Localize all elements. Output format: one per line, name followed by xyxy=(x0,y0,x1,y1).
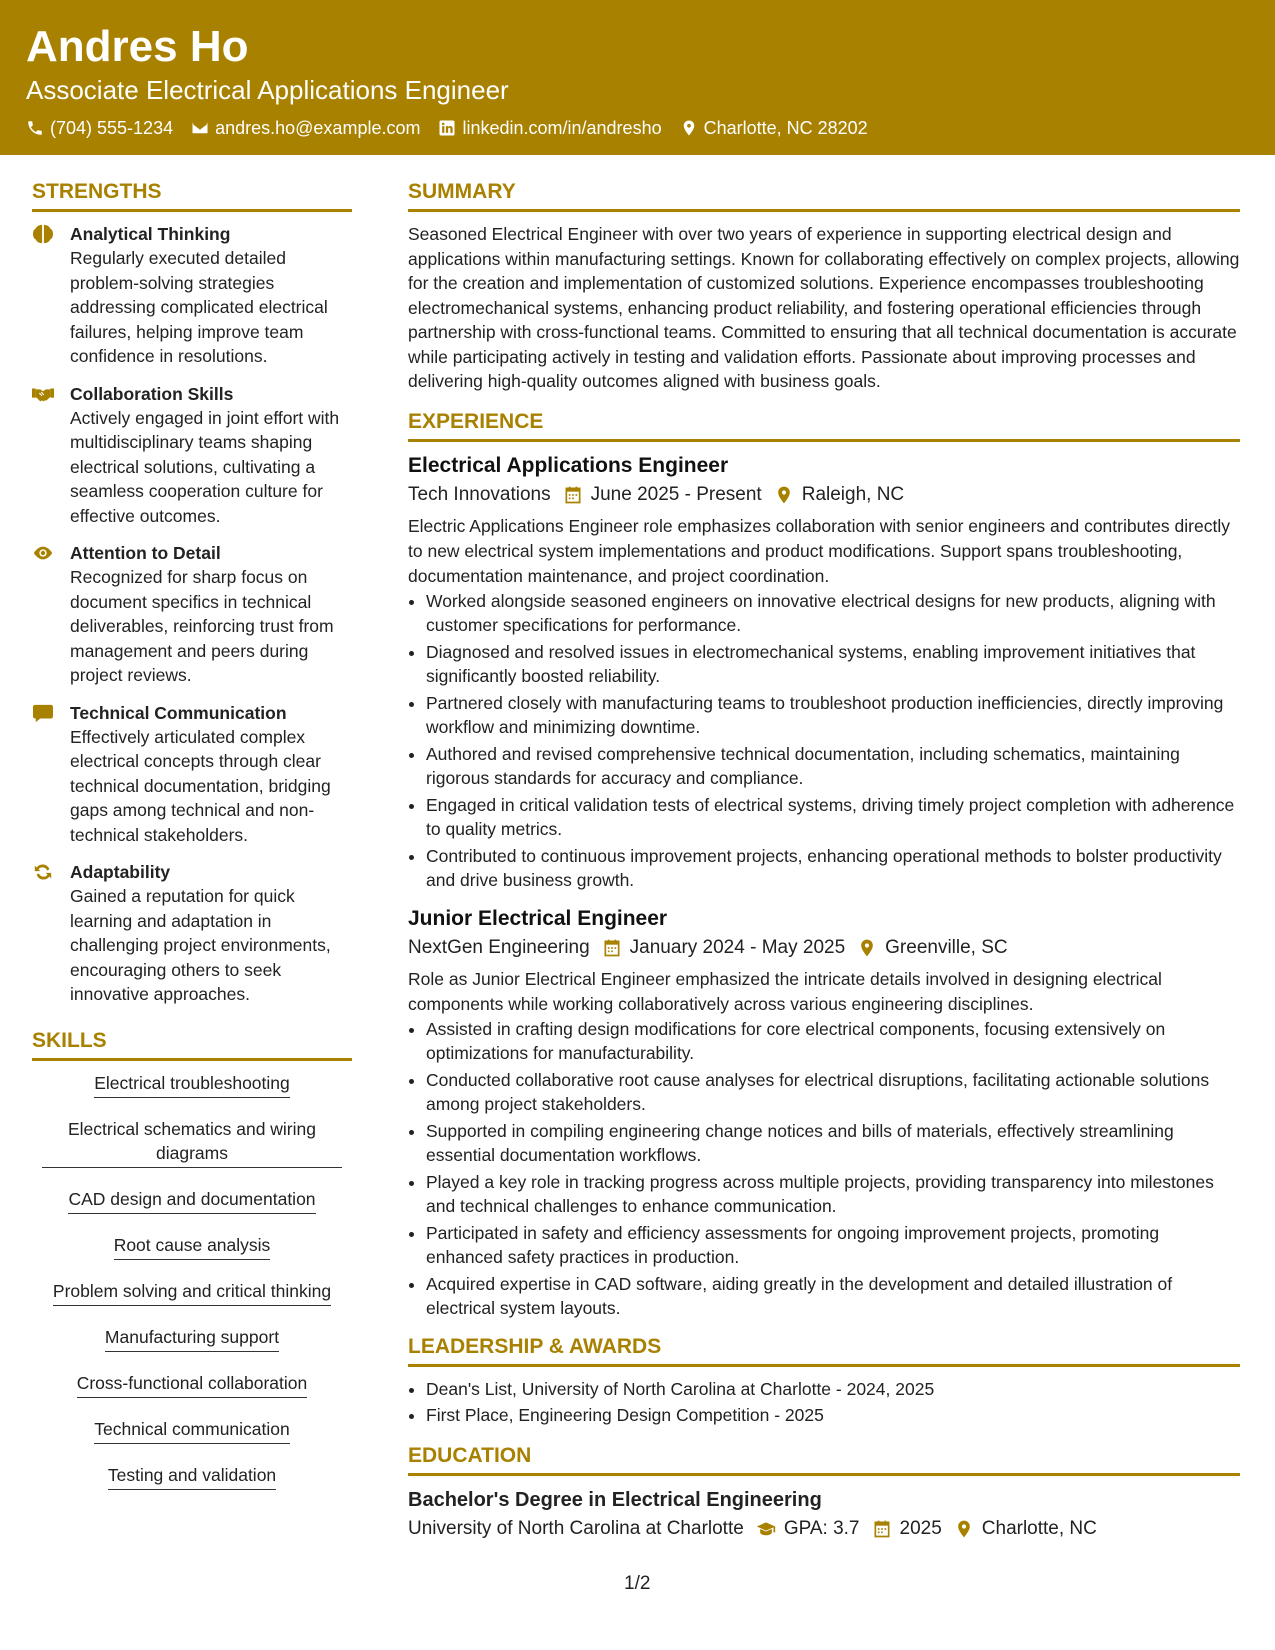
skill-item: Technical communication xyxy=(94,1417,290,1444)
job-bullet: • Participated in safety and efficiency assessments for ongoing improvement projects, promoting enhanced safety practices in production. xyxy=(426,1221,1240,1270)
award-item: • First Place, Engineering Design Competition - 2025 xyxy=(426,1403,1240,1428)
location-pin-icon xyxy=(954,1519,974,1539)
contact-location-text: Charlotte, NC 28202 xyxy=(703,118,868,138)
speech-bubble-icon xyxy=(32,703,54,723)
skill-item: Electrical troubleshooting xyxy=(94,1071,290,1098)
education-school: University of North Carolina at Charlotte xyxy=(408,1517,744,1539)
envelope-icon xyxy=(191,119,209,137)
linkedin-icon xyxy=(438,119,456,137)
phone-icon xyxy=(26,119,44,137)
education-heading: EDUCATION xyxy=(408,1442,1240,1476)
contact-row xyxy=(26,116,1249,140)
education-gpa: GPA: 3.7 xyxy=(783,1517,860,1539)
page-number: 1/2 xyxy=(624,1573,651,1594)
experience-heading: EXPERIENCE xyxy=(408,408,1240,442)
job-bullet: • Contributed to continuous improvement projects, enhancing operational methods to bolster productivity and drive business growth. xyxy=(426,844,1240,893)
skill-item: Testing and validation xyxy=(108,1463,276,1490)
brain-icon xyxy=(32,224,54,244)
job-title: Electrical Applications Engineer xyxy=(408,453,729,477)
job-entry xyxy=(408,452,1240,893)
job-bullet: • Conducted collaborative root cause analyses for electrical disruptions, facilitating actionable solutions among project stakeholders. xyxy=(426,1068,1240,1117)
job-title: Junior Electrical Engineer xyxy=(408,906,668,930)
strength-desc: Recognized for sharp focus on document specifics in technical deliverables, reinforcing trust from management and peers during project reviews. xyxy=(70,567,334,685)
job-meta xyxy=(408,933,1240,963)
job-bullets xyxy=(408,1017,1240,1321)
job-bullet: • Authored and revised comprehensive technical documentation, including schematics, maintaining rigorous standards for accuracy and compliance. xyxy=(426,742,1240,791)
awards-list xyxy=(408,1377,1240,1428)
job-bullet: • Acquired expertise in CAD software, aiding greatly in the development and detailed illustration of electrical system layouts. xyxy=(426,1272,1240,1321)
resume-header xyxy=(0,0,1275,155)
leadership-heading: LEADERSHIP & AWARDS xyxy=(408,1333,1240,1367)
right-column xyxy=(408,178,1240,1548)
skills-list xyxy=(32,1071,352,1490)
job-entry xyxy=(408,905,1240,1321)
job-dates: January 2024 - May 2025 xyxy=(629,936,846,958)
job-location: Greenville, SC xyxy=(885,936,1008,958)
award-item: • Dean's List, University of North Carolina at Charlotte - 2024, 2025 xyxy=(426,1377,1240,1402)
job-bullet: • Played a key role in tracking progress across multiple projects, providing transparency into milestones and technical challenges to enhance communication. xyxy=(426,1170,1240,1219)
calendar-icon xyxy=(563,485,583,505)
job-company: NextGen Engineering xyxy=(408,936,590,958)
skill-item: Problem solving and critical thinking xyxy=(53,1279,331,1306)
job-bullet: • Diagnosed and resolved issues in electromechanical systems, enabling improvement initiatives that significantly boosted reliability. xyxy=(426,640,1240,689)
strength-item xyxy=(32,541,352,688)
education-location: Charlotte, NC xyxy=(981,1517,1097,1539)
job-location: Raleigh, NC xyxy=(801,483,905,505)
summary-heading: SUMMARY xyxy=(408,178,1240,212)
strength-item xyxy=(32,860,352,1007)
skill-item: Cross-functional collaboration xyxy=(77,1371,308,1398)
contact-linkedin xyxy=(438,116,661,140)
contact-location xyxy=(680,116,868,140)
location-pin-icon xyxy=(774,485,794,505)
strength-title: Adaptability xyxy=(70,862,171,882)
strength-desc: Regularly executed detailed problem-solving strategies addressing complicated electrical failures, helping improve team confidence in resolutions. xyxy=(70,248,328,366)
strength-title: Attention to Detail xyxy=(70,543,221,563)
contact-linkedin-text[interactable]: linkedin.com/in/andresho xyxy=(462,118,662,138)
refresh-icon xyxy=(32,862,54,882)
strength-desc: Actively engaged in joint effort with multidisciplinary teams shaping electrical solutions, cultivating a seamless cooperation culture for effective outcomes. xyxy=(70,407,340,526)
strength-item xyxy=(32,222,352,369)
strength-title: Technical Communication xyxy=(70,702,287,723)
strength-title: Analytical Thinking xyxy=(70,224,231,244)
left-column xyxy=(32,178,352,1509)
candidate-name: Andres Ho xyxy=(26,22,249,71)
job-company: Tech Innovations xyxy=(408,483,551,505)
strength-item xyxy=(32,382,352,529)
strength-desc: Gained a reputation for quick learning and adaptation in challenging project environments, encouraging others to seek innovative approaches. xyxy=(70,886,331,1004)
eye-icon xyxy=(32,543,54,563)
skill-item: Electrical schematics and wiring diagrams xyxy=(42,1117,342,1168)
contact-phone xyxy=(26,116,173,140)
education-meta xyxy=(408,1514,1240,1544)
job-description: Electric Applications Engineer role emphasizes collaboration with senior engineers and contributes directly to new electrical system implementations and product modifications. Support spans troubleshooting, documentation maintenance, and project coordination. xyxy=(408,515,1230,586)
skill-item: Manufacturing support xyxy=(105,1325,279,1352)
education-degree: Bachelor's Degree in Electrical Engineering xyxy=(408,1488,822,1511)
job-meta xyxy=(408,480,1240,510)
job-description: Role as Junior Electrical Engineer emphasized the intricate details involved in designing electrical components while working collaboratively across various engineering disciplines. xyxy=(408,968,1162,1014)
contact-email-text[interactable]: andres.ho@example.com xyxy=(215,118,421,138)
strength-desc: Effectively articulated complex electrical concepts through clear technical documentation, bridging gaps among technical and non-technical stakeholders. xyxy=(70,726,331,845)
summary-text: Seasoned Electrical Engineer with over two years of experience in supporting electrical design and applications within manufacturing settings. Known for collaborating effectively on complex projects, allowing for the creation and implementation of customized solutions. Experience encompasses troubleshooting electromechanical systems, enhancing product reliability, and fostering operational efficiencies through partnership with cross-functional teams. Committed to ensuring that all technical documentation is accurate while participating actively in testing and validation efforts. Passionate about improving processes and delivering high-quality outcomes aligned with business goals. xyxy=(408,224,1240,391)
skill-item: CAD design and documentation xyxy=(68,1187,315,1214)
job-bullet: • Assisted in crafting design modifications for core electrical components, focusing extensively on optimizations for manufacturability. xyxy=(426,1017,1240,1066)
job-bullet: • Engaged in critical validation tests of electrical systems, driving timely project completion with adherence to quality metrics. xyxy=(426,793,1240,842)
job-bullets xyxy=(408,589,1240,893)
handshake-icon xyxy=(32,384,54,404)
job-bullet: • Supported in compiling engineering change notices and bills of materials, effectively streamlining essential documentation workflows. xyxy=(426,1119,1240,1168)
location-pin-icon xyxy=(857,938,877,958)
contact-email xyxy=(191,116,420,140)
education-year: 2025 xyxy=(899,1517,942,1539)
graduation-cap-icon xyxy=(756,1519,776,1539)
strength-item xyxy=(32,701,352,848)
skills-heading: SKILLS xyxy=(32,1027,352,1061)
job-bullet: • Worked alongside seasoned engineers on innovative electrical designs for new products, aligning with customer specifications for performance. xyxy=(426,589,1240,638)
job-bullet: • Partnered closely with manufacturing teams to troubleshoot production inefficiencies, directly improving workflow and minimizing downtime. xyxy=(426,691,1240,740)
candidate-title: Associate Electrical Applications Engineer xyxy=(26,75,509,105)
location-pin-icon xyxy=(680,119,698,137)
job-dates: June 2025 - Present xyxy=(590,483,762,505)
contact-phone-text[interactable]: (704) 555-1234 xyxy=(50,118,174,138)
calendar-icon xyxy=(602,938,622,958)
strength-title: Collaboration Skills xyxy=(70,383,234,404)
calendar-icon xyxy=(872,1519,892,1539)
skill-item: Root cause analysis xyxy=(114,1233,271,1260)
strengths-heading: STRENGTHS xyxy=(32,178,352,212)
